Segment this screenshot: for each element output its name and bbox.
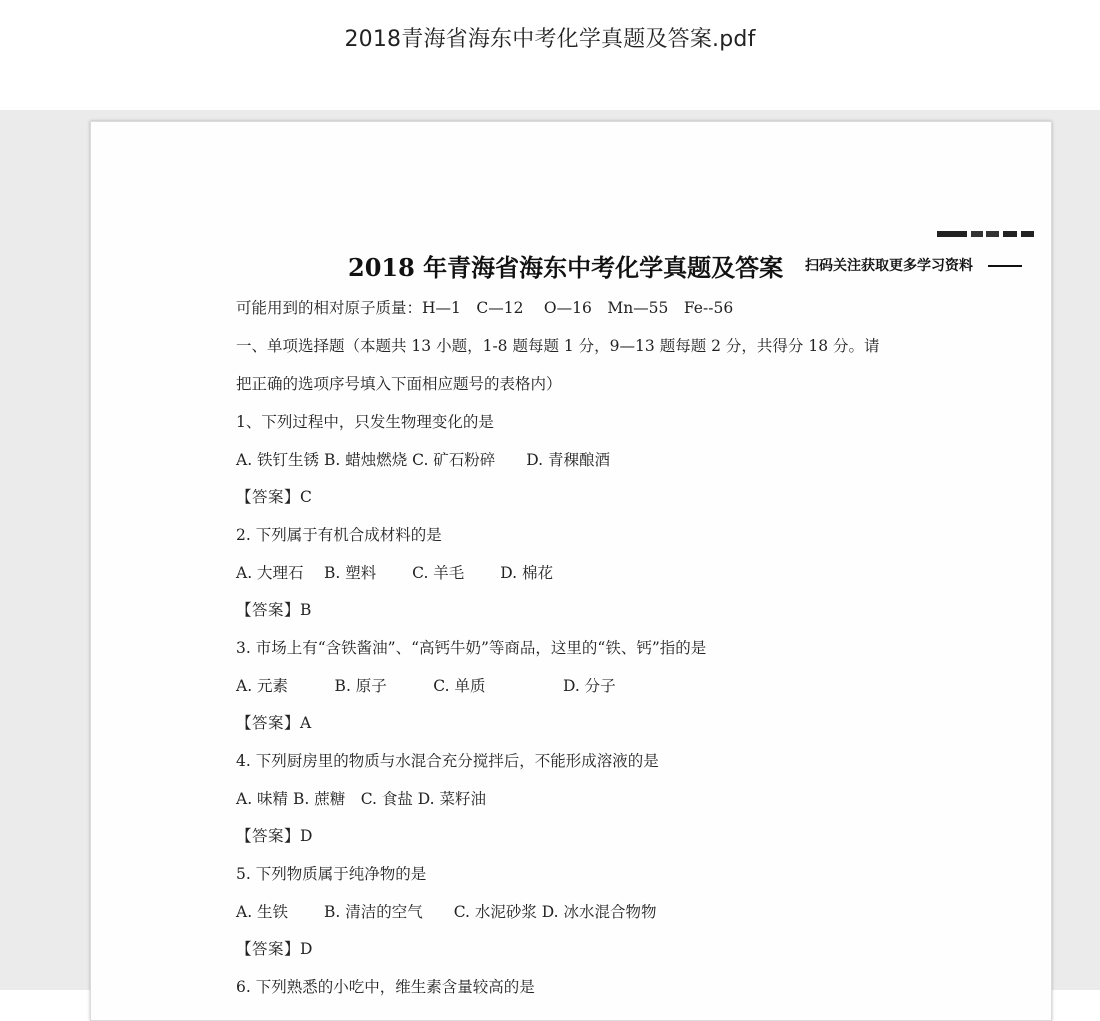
question-1-answer: 【答案】C — [236, 488, 313, 506]
question-5-options: A. 生铁 B. 清洁的空气 C. 水泥砂浆 D. 冰水混合物物 — [236, 903, 657, 921]
question-2: 2. 下列属于有机合成材料的是 — [236, 526, 442, 544]
question-4-answer: 【答案】D — [236, 827, 313, 845]
section-instruction-cont: 把正确的选项序号填入下面相应题号的表格内） — [236, 375, 562, 393]
question-3-answer: 【答案】A — [236, 714, 312, 732]
qr-promo-text: 扫码关注获取更多学习资料 — [805, 258, 973, 274]
question-5: 5. 下列物质属于纯净物的是 — [236, 865, 427, 883]
question-4: 4. 下列厨房里的物质与水混合充分搅拌后，不能形成溶液的是 — [236, 752, 659, 770]
question-2-answer: 【答案】B — [236, 601, 312, 619]
page-heading: 2018 年青海省海东中考化学真题及答案 — [348, 253, 784, 282]
question-4-options: A. 味精 B. 蔗糖 C. 食盐 D. 菜籽油 — [236, 790, 487, 808]
question-5-answer: 【答案】D — [236, 940, 313, 958]
section-instruction: 一、单项选择题（本题共 13 小题，1-8 题每题 1 分，9—13 题每题 2 分，共得分 18 分。请 — [236, 337, 880, 355]
question-2-options: A. 大理石 B. 塑料 C. 羊毛 D. 棉花 — [236, 564, 553, 582]
question-3: 3. 市场上有“含铁酱油”、“高钙牛奶”等商品，这里的“铁、钙”指的是 — [236, 639, 707, 657]
title-bar — [0, 0, 1100, 110]
question-1-options: A. 铁钉生锈 B. 蜡烛燃烧 C. 矿石粉碎 D. 青稞酿酒 — [236, 451, 611, 469]
question-6: 6. 下列熟悉的小吃中，维生素含量较高的是 — [236, 978, 535, 996]
question-3-options: A. 元素 B. 原子 C. 单质 D. 分子 — [236, 677, 616, 695]
atomic-mass-line: 可能用到的相对原子质量：H—1 C—12 O—16 Mn—55 Fe--56 — [236, 299, 734, 317]
question-1: 1、下列过程中，只发生物理变化的是 — [236, 413, 494, 431]
document-title: 2018青海省海东中考化学真题及答案.pdf — [344, 27, 756, 52]
header-decoration — [937, 231, 1034, 237]
qr-promo-line — [988, 265, 1022, 267]
